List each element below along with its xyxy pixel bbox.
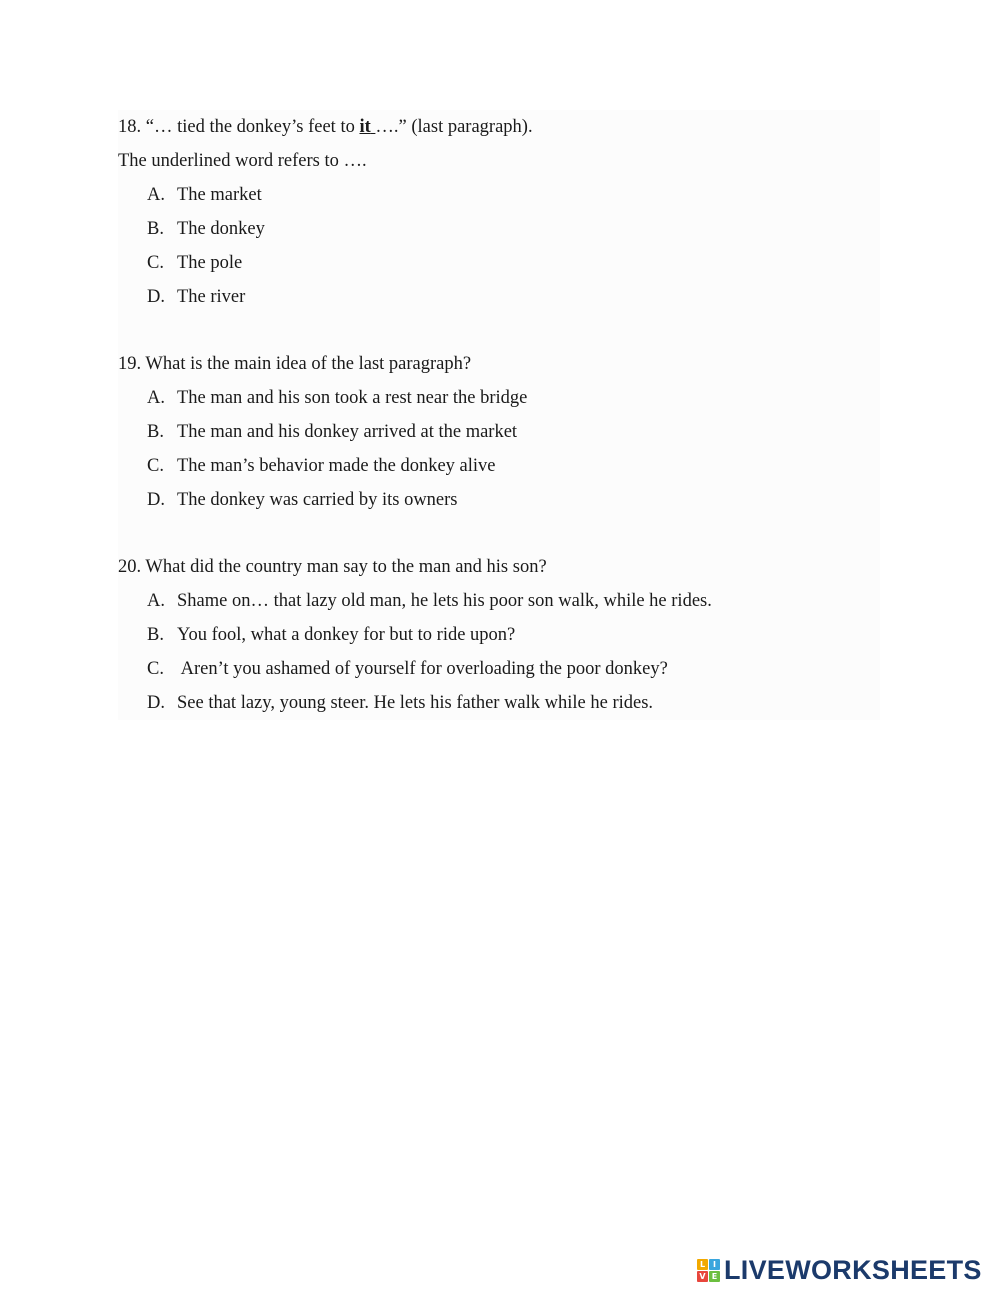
answer-option[interactable] — [118, 381, 880, 415]
question-prompt — [118, 110, 880, 144]
option-letter: B. — [147, 625, 164, 645]
question-number: 20. — [118, 557, 142, 577]
brand-name: LIVEWORKSHEETS — [724, 1255, 982, 1285]
option-letter: A. — [147, 185, 165, 205]
option-letter: A. — [147, 591, 165, 611]
prompt-text: What is the main idea of the last paragraph? — [141, 354, 472, 374]
option-letter: C. — [147, 456, 164, 476]
spacer — [118, 517, 880, 550]
question-stem: The underlined word refers to …. — [118, 151, 367, 171]
logo-tile: V — [697, 1271, 708, 1282]
answer-option[interactable] — [118, 280, 880, 314]
logo-tile: I — [709, 1259, 720, 1270]
option-text: The man and his donkey arrived at the market — [177, 422, 518, 442]
option-letter: C. — [147, 659, 164, 679]
option-text: The man’s behavior made the donkey alive — [177, 456, 496, 476]
answer-option[interactable] — [118, 449, 880, 483]
option-letter: A. — [147, 388, 165, 408]
question-number: 18. — [118, 117, 142, 137]
option-letter: C. — [147, 253, 164, 273]
answer-option[interactable] — [118, 584, 880, 618]
liveworksheets-logo[interactable] — [697, 1256, 982, 1284]
option-text: The market — [177, 185, 262, 205]
logo-tile: L — [697, 1259, 708, 1270]
answer-option[interactable] — [118, 618, 880, 652]
question-18 — [118, 110, 880, 314]
answer-option[interactable] — [118, 212, 880, 246]
option-letter: B. — [147, 422, 164, 442]
question-20 — [118, 550, 880, 720]
question-prompt — [118, 347, 880, 381]
question-number: 19. — [118, 354, 142, 374]
prompt-text: What did the country man say to the man and his son? — [141, 557, 547, 577]
option-text: Aren’t you ashamed of yourself for overloading the poor donkey? — [177, 659, 668, 679]
option-letter: D. — [147, 287, 165, 307]
answer-option[interactable] — [118, 178, 880, 212]
option-letter: D. — [147, 693, 165, 713]
spacer — [118, 314, 880, 347]
prompt-text: “… tied the donkey’s feet to — [141, 117, 360, 137]
question-19 — [118, 347, 880, 517]
worksheet — [118, 110, 880, 720]
option-text: The river — [177, 287, 246, 307]
answer-option[interactable] — [118, 483, 880, 517]
option-text: The man and his son took a rest near the bridge — [177, 388, 528, 408]
option-letter: B. — [147, 219, 164, 239]
option-letter: D. — [147, 490, 165, 510]
option-text: The pole — [177, 253, 243, 273]
prompt-text: ….” (last paragraph). — [375, 117, 533, 137]
option-text: You fool, what a donkey for but to ride upon? — [177, 625, 516, 645]
option-text: The donkey was carried by its owners — [177, 490, 458, 510]
answer-option[interactable] — [118, 652, 880, 686]
option-text: The donkey — [177, 219, 265, 239]
question-prompt — [118, 550, 880, 584]
option-text: See that lazy, young steer. He lets his father walk while he rides. — [177, 693, 654, 713]
logo-tile: E — [709, 1271, 720, 1282]
answer-option[interactable] — [118, 686, 880, 720]
answer-option[interactable] — [118, 415, 880, 449]
answer-option[interactable] — [118, 246, 880, 280]
option-text: Shame on… that lazy old man, he lets his poor son walk, while he rides. — [177, 591, 712, 611]
reference-word: it — [359, 117, 371, 137]
logo-icon — [697, 1259, 720, 1282]
